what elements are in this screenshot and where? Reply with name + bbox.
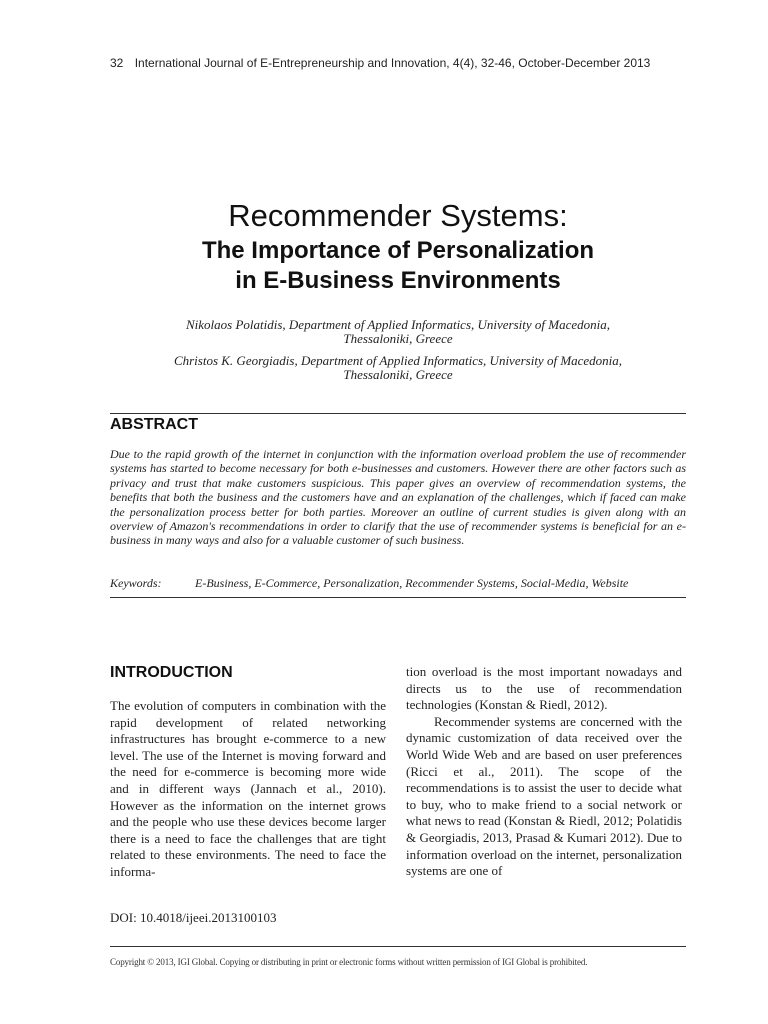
- author-list: [110, 318, 686, 390]
- keywords-line: [110, 576, 686, 591]
- page-number: 32: [110, 56, 124, 70]
- body-paragraph: The evolution of computers in combination with the rapid development of related networking infrastructures has brought e-commerce to a new level. The use of the Internet is moving forward and the need for e-commerce is becoming more wide and in different ways (Jannach et al., 2010). However as the information on the internet grows and the people who use these devices become larger there is a need to face the challenges that are tight related to these environments. The need to face the informa-: [110, 698, 386, 879]
- abstract-top-rule: [110, 413, 686, 414]
- keywords-label: Keywords:: [110, 576, 162, 590]
- abstract-heading: ABSTRACT: [110, 416, 198, 433]
- left-column: [110, 698, 386, 881]
- right-column: [406, 664, 682, 880]
- keywords-list: E-Business, E-Commerce, Personalization, Recommender Systems, Social-Media, Website: [195, 576, 629, 590]
- author-entry: [110, 354, 686, 382]
- running-header: [110, 56, 650, 70]
- copyright-notice: Copyright © 2013, IGI Global. Copying or distributing in print or electronic forms without written permission of IGI Global is prohibited.: [110, 957, 588, 967]
- author-location: Thessaloniki, Greece: [343, 367, 453, 382]
- author-entry: [110, 318, 686, 346]
- author-affiliation: Christos K. Georgiadis, Department of Applied Informatics, University of Macedonia,: [173, 353, 623, 368]
- article-subtitle-line-2: in E-Business Environments: [235, 267, 561, 294]
- body-paragraph: Recommender systems are concerned with the dynamic customization of data received over the World Wide Web and are based on user preferences (Ricci et al., 2011). The scope of the recommendations is to assist the user to decide what to buy, who to make friend to a social network or what news to read (Konstan & Riedl, 2012; Polatidis & Georgiadis, 2013, Prasad & Kumari 2012). Due to information overload on the internet, personalization systems are one of: [406, 713, 682, 879]
- article-subtitle-line-1: The Importance of Personalization: [201, 237, 595, 264]
- body-paragraph: tion overload is the most important nowadays and directs us to the use of recommendation technologies (Konstan & Riedl, 2012).: [406, 664, 682, 713]
- article-title: Recommender Systems:: [228, 198, 568, 233]
- journal-citation: International Journal of E-Entrepreneurship and Innovation, 4(4), 32-46, October-December 2013: [134, 56, 651, 70]
- doi-line: DOI: 10.4018/ijeei.2013100103: [110, 910, 277, 925]
- author-affiliation: Nikolaos Polatidis, Department of Applied Informatics, University of Macedonia,: [185, 317, 611, 332]
- abstract-bottom-rule: [110, 597, 686, 598]
- introduction-heading: INTRODUCTION: [110, 664, 233, 681]
- author-location: Thessaloniki, Greece: [343, 331, 453, 346]
- abstract-body: Due to the rapid growth of the internet in conjunction with the information overload problem the use of recommender systems has started to become necessary for both e-businesses and customers. However there are other factors such as privacy and trust that make customers suspicious. This paper gives an overview of recommendation systems, the benefits that both the business and the customers have and an explanation of the challenges, which if faced can make the personalization process better for both parties. Moreover an outline of current studies is given along with an overview of Amazon's recommendations in order to clarify that the use of recommender systems is beneficial for an e-business in many ways and also for a valuable customer of such business.: [110, 447, 686, 548]
- article-title-block: [60, 198, 736, 296]
- footer-rule: [110, 946, 686, 947]
